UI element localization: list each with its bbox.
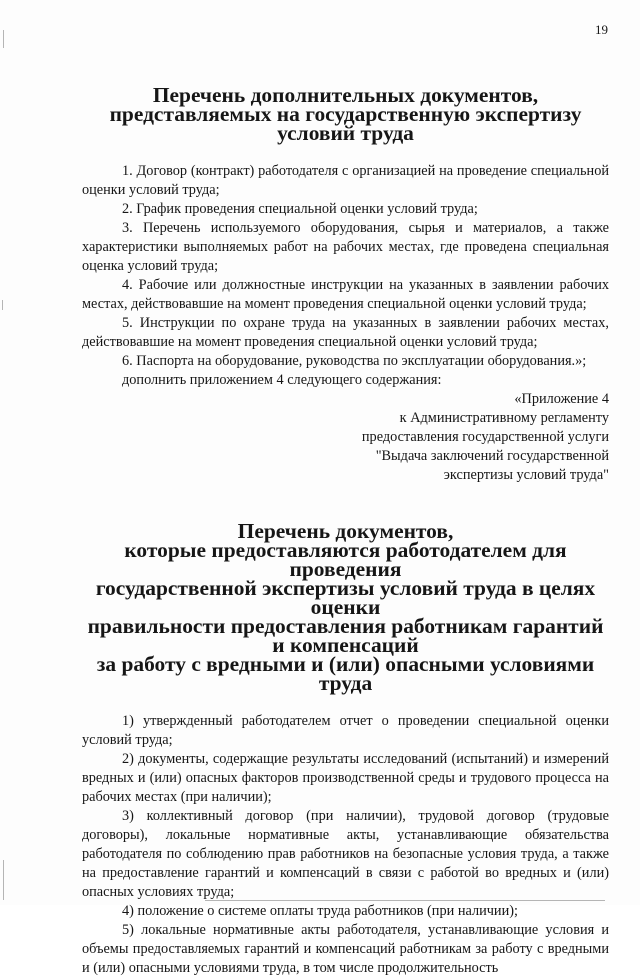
heading-line: государственной экспертизы условий труда в целях оценки xyxy=(95,576,596,619)
list-item: 1. Договор (контракт) работодателя с организацией на проведение специальной оценки условий труда; xyxy=(82,163,609,198)
list-item: 2. График проведения специальной оценки условий труда; xyxy=(122,201,478,217)
caption-line: «Приложение 4 xyxy=(514,391,609,407)
heading-line: за работу с вредными и (или) опасными условиями труда xyxy=(96,652,595,695)
heading-line: правильности предоставления работникам гарантий и компенсаций xyxy=(87,614,604,657)
heading-line: которые предоставляются работодателем для проведения xyxy=(124,538,567,581)
heading-line: Перечень дополнительных документов, xyxy=(152,83,539,107)
caption-line: к Административному регламенту xyxy=(399,410,609,426)
scan-artifact xyxy=(205,900,605,901)
list-item: 1) утвержденный работодателем отчет о проведении специальной оценки условий труда; xyxy=(82,713,609,748)
list-item: 6. Паспорта на оборудование, руководства по эксплуатации оборудования.»; xyxy=(122,353,587,369)
list-item: 3. Перечень используемого оборудования, сырья и материалов, а также характеристики выполняемых работ на рабочих местах, где проведена специальная оценка условий труда; xyxy=(82,220,609,274)
list-item: 3) коллективный договор (при наличии), трудовой договор (трудовые договоры), локальные нормативные акты, устанавливающие обязательства работодателя по соблюдению прав работников на безопасные условия труда, а также на предоставление гарантий и компенсаций в связи с работой во вредных и (или) опасных условиях труда; xyxy=(82,808,609,900)
additional-documents-list xyxy=(82,162,609,371)
heading-line: представляемых на государственную экспертизу условий труда xyxy=(109,102,582,145)
list-item: 5) локальные нормативные акты работодателя, устанавливающие условия и объемы предоставляемых гарантий и компенсаций работникам за работу с вредными и (или) опасными условиями труда, в том числе продолжительность xyxy=(82,922,609,976)
caption-line: "Выдача заключений государственной xyxy=(375,448,609,464)
scan-artifact xyxy=(3,30,4,48)
caption-line: экспертизы условий труда" xyxy=(443,467,609,483)
additional-documents-heading xyxy=(82,83,609,145)
heading-line: Перечень документов, xyxy=(237,519,454,543)
scan-artifact xyxy=(2,300,3,310)
documents-list-heading xyxy=(82,519,609,695)
caption-line: предоставления государственной услуги xyxy=(361,429,609,445)
employer-documents-list xyxy=(82,712,609,978)
scan-artifact xyxy=(3,860,4,900)
list-item: 4. Рабочие или должностные инструкции на указанных в заявлении рабочих местах, действовавшие на момент проведения специальной оценки условий труда; xyxy=(82,277,609,312)
document-body xyxy=(82,83,609,978)
amendment-paragraph: дополнить приложением 4 следующего содержания: xyxy=(122,372,442,388)
list-item: 2) документы, содержащие результаты исследований (испытаний) и измерений вредных и (или) опасных факторов производственной среды и трудового процесса на рабочих местах (при наличии); xyxy=(82,751,609,805)
list-item: 4) положение о системе оплаты труда работников (при наличии); xyxy=(122,903,518,919)
list-item: 5. Инструкции по охране труда на указанных в заявлении рабочих местах, действовавшие на момент проведения специальной оценки условий труда; xyxy=(82,315,609,350)
page-number: 19 xyxy=(595,22,608,37)
appendix-caption xyxy=(82,390,609,485)
